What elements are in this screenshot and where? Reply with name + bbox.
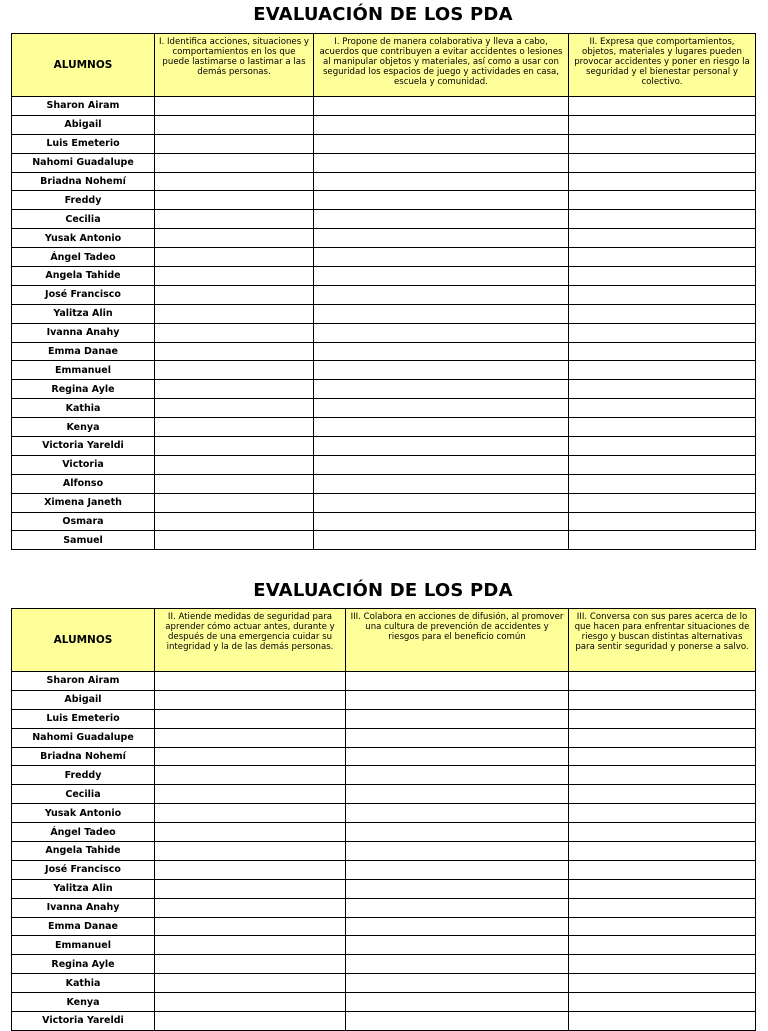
evaluation-cell[interactable] xyxy=(346,993,569,1012)
student-name-cell: Regina Ayle xyxy=(12,380,155,399)
student-name-cell: Abigail xyxy=(12,690,155,709)
table-row xyxy=(12,248,756,267)
evaluation-table xyxy=(11,608,756,1031)
evaluation-cell[interactable] xyxy=(155,153,314,172)
student-name-cell: Sharon Airam xyxy=(12,97,155,116)
evaluation-cell[interactable] xyxy=(569,974,756,993)
evaluation-cell[interactable] xyxy=(314,342,569,361)
evaluation-cell[interactable] xyxy=(569,823,756,842)
evaluation-cell[interactable] xyxy=(314,474,569,493)
evaluation-cell[interactable] xyxy=(155,709,346,728)
table-row xyxy=(12,418,756,437)
criterion-header: I. Identifica acciones, situaciones y comportamientos en los que puede lastimarse o lastimar a las demás personas. xyxy=(155,34,314,97)
table-row xyxy=(12,229,756,248)
student-name-cell: Alfonso xyxy=(12,474,155,493)
table-header-row xyxy=(12,609,756,672)
criterion-header: II. Expresa que comportamientos, objetos, materiales y lugares pueden provocar accidentes y poner en riesgo la seguridad y el bienestar personal y colectivo. xyxy=(569,34,756,97)
evaluation-cell[interactable] xyxy=(346,709,569,728)
evaluation-cell[interactable] xyxy=(314,493,569,512)
student-name-cell: Osmara xyxy=(12,512,155,531)
evaluation-cell[interactable] xyxy=(155,474,314,493)
evaluation-cell[interactable] xyxy=(346,690,569,709)
evaluation-cell[interactable] xyxy=(569,917,756,936)
evaluation-cell[interactable] xyxy=(314,418,569,437)
student-name-cell: Samuel xyxy=(12,531,155,550)
criterion-header: I. Propone de manera colaborativa y lleva a cabo, acuerdos que contribuyen a evitar accidentes o lesiones al manipular objetos y materiales, así como a usar con seguridad los espacios de juego y actividades en casa, escuela y comunidad. xyxy=(314,34,569,97)
table-row xyxy=(12,437,756,456)
criterion-header: III. Conversa con sus pares acerca de lo que hacen para enfrentar situaciones de riesgo y buscan distintas alternativas para sentir seguridad y ponerse a salvo. xyxy=(569,609,756,672)
student-name-cell: Emma Danae xyxy=(12,342,155,361)
evaluation-cell[interactable] xyxy=(155,879,346,898)
evaluation-cell[interactable] xyxy=(155,747,346,766)
table-row xyxy=(12,191,756,210)
student-name-cell: Regina Ayle xyxy=(12,955,155,974)
table-row xyxy=(12,97,756,116)
student-name-cell: Ximena Janeth xyxy=(12,493,155,512)
evaluation-cell[interactable] xyxy=(314,512,569,531)
evaluation-cell[interactable] xyxy=(569,361,756,380)
evaluation-cell[interactable] xyxy=(155,531,314,550)
page-title: EVALUACIÓN DE LOS PDA xyxy=(253,4,513,25)
table-row xyxy=(12,342,756,361)
student-name-cell: Ángel Tadeo xyxy=(12,823,155,842)
table-row xyxy=(12,898,756,917)
evaluation-cell[interactable] xyxy=(569,342,756,361)
student-name-cell: Freddy xyxy=(12,191,155,210)
table-row xyxy=(12,785,756,804)
evaluation-cell[interactable] xyxy=(155,936,346,955)
table-row xyxy=(12,804,756,823)
evaluation-cell[interactable] xyxy=(569,115,756,134)
student-name-cell: Angela Tahide xyxy=(12,267,155,286)
evaluation-cell[interactable] xyxy=(155,361,314,380)
table-row xyxy=(12,823,756,842)
evaluation-cell[interactable] xyxy=(569,512,756,531)
student-name-cell: Emmanuel xyxy=(12,361,155,380)
table-row xyxy=(12,210,756,229)
evaluation-cell[interactable] xyxy=(155,766,346,785)
student-name-cell: Yalitza Alin xyxy=(12,304,155,323)
evaluation-cell[interactable] xyxy=(155,823,346,842)
table-row xyxy=(12,455,756,474)
evaluation-cell[interactable] xyxy=(346,747,569,766)
student-name-cell: Angela Tahide xyxy=(12,842,155,861)
table-row xyxy=(12,728,756,747)
evaluation-cell[interactable] xyxy=(314,399,569,418)
table-row xyxy=(12,690,756,709)
evaluation-cell[interactable] xyxy=(569,380,756,399)
student-name-cell: Nahomi Guadalupe xyxy=(12,728,155,747)
evaluation-cell[interactable] xyxy=(155,785,346,804)
evaluation-cell[interactable] xyxy=(569,672,756,691)
student-name-cell: Cecilia xyxy=(12,210,155,229)
student-name-cell: Yalitza Alin xyxy=(12,879,155,898)
evaluation-cell[interactable] xyxy=(346,879,569,898)
evaluation-cell[interactable] xyxy=(346,936,569,955)
table-row xyxy=(12,304,756,323)
evaluation-cell[interactable] xyxy=(346,804,569,823)
student-name-cell: Luis Emeterio xyxy=(12,134,155,153)
evaluation-cell[interactable] xyxy=(155,917,346,936)
students-column-header: ALUMNOS xyxy=(12,34,155,97)
table-row xyxy=(12,842,756,861)
evaluation-cell[interactable] xyxy=(155,974,346,993)
evaluation-cell[interactable] xyxy=(346,917,569,936)
evaluation-cell[interactable] xyxy=(155,323,314,342)
student-name-cell: Victoria xyxy=(12,455,155,474)
evaluation-cell[interactable] xyxy=(569,323,756,342)
evaluation-cell[interactable] xyxy=(569,993,756,1012)
evaluation-cell[interactable] xyxy=(569,747,756,766)
evaluation-cell[interactable] xyxy=(155,690,346,709)
evaluation-cell[interactable] xyxy=(314,229,569,248)
evaluation-cell[interactable] xyxy=(155,804,346,823)
evaluation-cell[interactable] xyxy=(569,455,756,474)
evaluation-cell[interactable] xyxy=(569,191,756,210)
evaluation-cell[interactable] xyxy=(155,97,314,116)
evaluation-cell[interactable] xyxy=(314,248,569,267)
evaluation-cell[interactable] xyxy=(314,97,569,116)
evaluation-cell[interactable] xyxy=(569,766,756,785)
evaluation-cell[interactable] xyxy=(155,172,314,191)
evaluation-sheet-1 xyxy=(11,3,755,550)
evaluation-cell[interactable] xyxy=(569,860,756,879)
evaluation-cell[interactable] xyxy=(569,304,756,323)
student-name-cell: Luis Emeterio xyxy=(12,709,155,728)
table-row xyxy=(12,323,756,342)
student-name-cell: Yusak Antonio xyxy=(12,804,155,823)
evaluation-cell[interactable] xyxy=(569,229,756,248)
student-name-cell: Victoria Yareldi xyxy=(12,1012,155,1031)
evaluation-cell[interactable] xyxy=(569,955,756,974)
student-rows xyxy=(12,97,756,550)
table-row xyxy=(12,172,756,191)
evaluation-cell[interactable] xyxy=(314,531,569,550)
student-name-cell: Briadna Nohemí xyxy=(12,747,155,766)
table-row xyxy=(12,115,756,134)
evaluation-cell[interactable] xyxy=(569,210,756,229)
evaluation-cell[interactable] xyxy=(314,172,569,191)
evaluation-cell[interactable] xyxy=(155,842,346,861)
evaluation-cell[interactable] xyxy=(314,437,569,456)
evaluation-cell[interactable] xyxy=(569,785,756,804)
evaluation-cell[interactable] xyxy=(155,248,314,267)
evaluation-sheet-2 xyxy=(11,579,755,1031)
evaluation-cell[interactable] xyxy=(155,210,314,229)
evaluation-cell[interactable] xyxy=(569,728,756,747)
evaluation-cell[interactable] xyxy=(155,399,314,418)
evaluation-cell[interactable] xyxy=(569,153,756,172)
evaluation-cell[interactable] xyxy=(155,115,314,134)
evaluation-cell[interactable] xyxy=(569,493,756,512)
evaluation-cell[interactable] xyxy=(314,191,569,210)
student-name-cell: Kenya xyxy=(12,993,155,1012)
criterion-header: III. Colabora en acciones de difusión, al promover una cultura de prevención de accidentes y riesgos para el beneficio común xyxy=(346,609,569,672)
evaluation-table xyxy=(11,33,756,550)
table-row xyxy=(12,917,756,936)
evaluation-cell[interactable] xyxy=(569,531,756,550)
evaluation-cell[interactable] xyxy=(314,304,569,323)
student-name-cell: Emmanuel xyxy=(12,936,155,955)
student-name-cell: Nahomi Guadalupe xyxy=(12,153,155,172)
students-column-header: ALUMNOS xyxy=(12,609,155,672)
table-row xyxy=(12,709,756,728)
evaluation-cell[interactable] xyxy=(155,342,314,361)
evaluation-cell[interactable] xyxy=(346,1012,569,1031)
evaluation-cell[interactable] xyxy=(346,842,569,861)
table-row xyxy=(12,399,756,418)
evaluation-cell[interactable] xyxy=(569,285,756,304)
evaluation-cell[interactable] xyxy=(155,993,346,1012)
table-row xyxy=(12,285,756,304)
student-name-cell: Victoria Yareldi xyxy=(12,437,155,456)
evaluation-cell[interactable] xyxy=(569,1012,756,1031)
table-row xyxy=(12,134,756,153)
student-name-cell: Briadna Nohemí xyxy=(12,172,155,191)
evaluation-cell[interactable] xyxy=(155,304,314,323)
student-name-cell: Freddy xyxy=(12,766,155,785)
evaluation-cell[interactable] xyxy=(346,766,569,785)
student-name-cell: Kathia xyxy=(12,399,155,418)
evaluation-cell[interactable] xyxy=(569,879,756,898)
table-row xyxy=(12,766,756,785)
evaluation-cell[interactable] xyxy=(569,804,756,823)
evaluation-cell[interactable] xyxy=(155,955,346,974)
table-row xyxy=(12,955,756,974)
evaluation-cell[interactable] xyxy=(314,210,569,229)
evaluation-cell[interactable] xyxy=(155,672,346,691)
evaluation-cell[interactable] xyxy=(569,134,756,153)
student-name-cell: Cecilia xyxy=(12,785,155,804)
student-name-cell: Kathia xyxy=(12,974,155,993)
table-header-row xyxy=(12,34,756,97)
evaluation-cell[interactable] xyxy=(569,936,756,955)
student-name-cell: Kenya xyxy=(12,418,155,437)
evaluation-cell[interactable] xyxy=(314,323,569,342)
table-row xyxy=(12,493,756,512)
evaluation-cell[interactable] xyxy=(155,512,314,531)
evaluation-cell[interactable] xyxy=(155,418,314,437)
evaluation-cell[interactable] xyxy=(569,418,756,437)
student-name-cell: José Francisco xyxy=(12,860,155,879)
evaluation-cell[interactable] xyxy=(155,1012,346,1031)
evaluation-cell[interactable] xyxy=(569,437,756,456)
evaluation-cell[interactable] xyxy=(155,267,314,286)
evaluation-cell[interactable] xyxy=(155,860,346,879)
evaluation-cell[interactable] xyxy=(155,728,346,747)
table-row xyxy=(12,672,756,691)
evaluation-cell[interactable] xyxy=(346,728,569,747)
evaluation-cell[interactable] xyxy=(155,229,314,248)
evaluation-cell[interactable] xyxy=(569,842,756,861)
student-rows xyxy=(12,672,756,1031)
student-name-cell: Yusak Antonio xyxy=(12,229,155,248)
student-name-cell: Ivanna Anahy xyxy=(12,898,155,917)
evaluation-cell[interactable] xyxy=(346,672,569,691)
table-row xyxy=(12,153,756,172)
evaluation-cell[interactable] xyxy=(314,361,569,380)
evaluation-cell[interactable] xyxy=(569,709,756,728)
evaluation-cell[interactable] xyxy=(346,974,569,993)
student-name-cell: Ivanna Anahy xyxy=(12,323,155,342)
evaluation-cell[interactable] xyxy=(569,248,756,267)
evaluation-cell[interactable] xyxy=(155,455,314,474)
evaluation-cell[interactable] xyxy=(314,380,569,399)
evaluation-cell[interactable] xyxy=(569,399,756,418)
evaluation-cell[interactable] xyxy=(155,898,346,917)
table-row xyxy=(12,267,756,286)
student-name-cell: Emma Danae xyxy=(12,917,155,936)
table-row xyxy=(12,1012,756,1031)
table-row xyxy=(12,747,756,766)
evaluation-cell[interactable] xyxy=(346,785,569,804)
student-name-cell: Ángel Tadeo xyxy=(12,248,155,267)
evaluation-cell[interactable] xyxy=(346,898,569,917)
evaluation-cell[interactable] xyxy=(155,380,314,399)
table-row xyxy=(12,879,756,898)
evaluation-cell[interactable] xyxy=(569,267,756,286)
table-row xyxy=(12,474,756,493)
evaluation-cell[interactable] xyxy=(569,690,756,709)
evaluation-cell[interactable] xyxy=(569,172,756,191)
evaluation-cell[interactable] xyxy=(346,823,569,842)
table-row xyxy=(12,512,756,531)
evaluation-cell[interactable] xyxy=(155,134,314,153)
table-row xyxy=(12,993,756,1012)
evaluation-cell[interactable] xyxy=(346,955,569,974)
criterion-header: II. Atiende medidas de seguridad para aprender cómo actuar antes, durante y después de una emergencia cuidar su integridad y la de las demás personas. xyxy=(155,609,346,672)
evaluation-cell[interactable] xyxy=(314,285,569,304)
student-name-cell: José Francisco xyxy=(12,285,155,304)
evaluation-cell[interactable] xyxy=(569,898,756,917)
evaluation-cell[interactable] xyxy=(155,285,314,304)
table-row xyxy=(12,361,756,380)
evaluation-cell[interactable] xyxy=(314,115,569,134)
evaluation-cell[interactable] xyxy=(314,134,569,153)
table-row xyxy=(12,860,756,879)
evaluation-cell[interactable] xyxy=(155,191,314,210)
evaluation-cell[interactable] xyxy=(155,493,314,512)
evaluation-cell[interactable] xyxy=(155,437,314,456)
evaluation-cell[interactable] xyxy=(569,97,756,116)
table-row xyxy=(12,531,756,550)
evaluation-cell[interactable] xyxy=(314,267,569,286)
evaluation-cell[interactable] xyxy=(314,153,569,172)
student-name-cell: Sharon Airam xyxy=(12,672,155,691)
student-name-cell: Abigail xyxy=(12,115,155,134)
table-row xyxy=(12,380,756,399)
table-row xyxy=(12,936,756,955)
evaluation-cell[interactable] xyxy=(569,474,756,493)
evaluation-cell[interactable] xyxy=(314,455,569,474)
evaluation-cell[interactable] xyxy=(346,860,569,879)
page-title: EVALUACIÓN DE LOS PDA xyxy=(253,580,513,601)
table-row xyxy=(12,974,756,993)
